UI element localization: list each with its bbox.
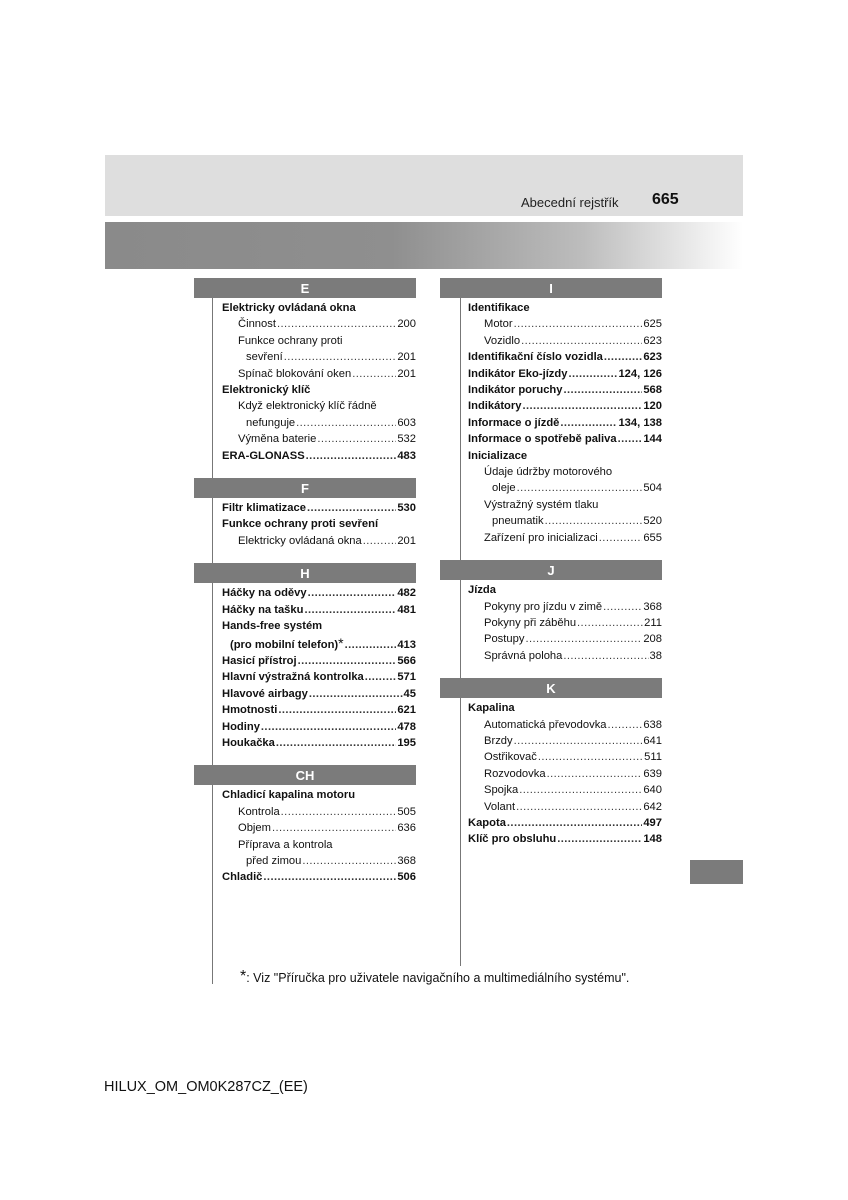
index-section [440,678,662,848]
index-entry [468,815,662,831]
dot-leader [522,398,642,414]
index-entry [222,602,416,618]
dot-leader [603,599,642,615]
index-entry [222,316,416,332]
section-title: Abecední rejstřík [521,195,619,210]
index-column-left [194,278,416,886]
dot-leader [563,382,642,398]
entry-page-ref: 413 [397,638,416,651]
index-entry [222,448,416,464]
entry-term: Brzdy [484,734,513,747]
index-entry [468,700,662,716]
entry-page-ref: 497 [643,816,662,829]
entry-term: Klíč pro obsluhu [468,833,557,846]
dot-leader [365,669,397,685]
entry-page-ref: 639 [643,767,662,780]
dot-leader [281,804,397,820]
entry-page-ref: 368 [397,854,416,867]
index-entry [222,585,416,601]
index-entry [468,831,662,847]
entry-page-ref: 568 [643,384,662,397]
dot-leader [298,653,397,669]
entry-page-ref: 504 [643,482,662,495]
index-entry [222,719,416,735]
index-entry [222,837,416,853]
dot-leader [345,637,397,653]
dot-leader [521,333,642,349]
entry-term: Háčky na tašku [222,603,304,616]
dot-leader [309,686,403,702]
index-entry [468,398,662,414]
index-entry [468,366,662,382]
entry-page-ref: 506 [397,871,416,884]
section-letter-header: F [194,478,416,498]
index-entry [468,300,662,316]
footnote-reference: * [338,634,344,651]
entry-term: Volant [484,800,516,813]
dot-leader [302,853,396,869]
index-entry [222,349,416,365]
dot-leader [317,431,396,447]
index-entry [222,431,416,447]
index-entry [222,787,416,803]
dot-leader [514,316,643,332]
section-letter-header: H [194,563,416,583]
entry-term: pneumatik [492,515,544,528]
entry-term: Chladicí kapalina motoru [222,789,356,802]
entry-term: nefunguje [246,416,296,429]
footnote-marker: * [240,968,247,985]
index-entry [222,533,416,549]
entry-page-ref: 124, 126 [618,367,662,380]
entry-page-ref: 520 [643,515,662,528]
entry-page-ref: 481 [397,603,416,616]
index-entry [468,530,662,546]
entry-term: Činnost [238,318,276,331]
index-section [194,278,416,464]
entry-page-ref: 45 [403,687,416,700]
entry-term: Pokyny pro jízdu v zimě [484,600,603,613]
dot-leader [276,735,396,751]
entry-term: Pokyny při záběhu [484,616,577,629]
dot-leader [547,766,643,782]
entry-term: Motor [484,318,513,331]
index-entry [222,333,416,349]
dot-leader [608,717,643,733]
entry-term: (pro mobilní telefon) [230,638,339,651]
dot-leader [277,316,396,332]
index-entry [222,869,416,885]
entry-term: Háčky na oděvy [222,587,307,600]
entry-term: Hlavní výstražná kontrolka [222,671,364,684]
index-section [440,278,662,546]
entry-page-ref: 483 [397,449,416,462]
dot-leader [557,831,642,847]
entry-term: Filtr klimatizace [222,502,306,515]
section-letter-header: CH [194,765,416,785]
entry-term: Spínač blokování oken [238,367,352,380]
index-entry [222,618,416,634]
dot-leader [538,749,643,765]
dot-leader [568,366,617,382]
entry-term: Postupy [484,633,525,646]
index-entry [222,398,416,414]
dot-leader [618,431,643,447]
entry-page-ref: 478 [397,720,416,733]
index-column-right [440,278,662,848]
index-entry [468,382,662,398]
entry-page-ref: 368 [643,600,662,613]
entry-term: Inicializace [468,449,528,462]
entry-page-ref: 603 [397,416,416,429]
dot-leader [352,366,396,382]
entry-page-ref: 638 [643,718,662,731]
entry-page-ref: 211 [644,616,662,629]
dot-leader [263,869,396,885]
entry-page-ref: 208 [643,633,662,646]
entry-page-ref: 655 [643,531,662,544]
entry-page-ref: 201 [397,367,416,380]
entry-page-ref: 625 [643,318,662,331]
document-code: HILUX_OM_OM0K287CZ_(EE) [104,1079,308,1095]
dot-leader [272,820,396,836]
entry-page-ref: 641 [643,734,662,747]
index-entry [468,464,662,480]
entry-term: Výměna baterie [238,433,317,446]
entry-page-ref: 511 [644,751,662,764]
entry-term: Objem [238,822,271,835]
entry-term: Hands-free systém [222,620,323,633]
index-section [194,563,416,751]
header-band [105,155,743,216]
entry-list [440,698,662,848]
index-entry [468,631,662,647]
entry-page-ref: 642 [643,800,662,813]
index-entry [468,349,662,365]
index-entry [468,782,662,798]
dot-leader [307,500,396,516]
entry-term: Informace o jízdě [468,416,560,429]
entry-term: Jízda [468,584,496,597]
entry-page-ref: 482 [397,587,416,600]
index-entry [222,366,416,382]
entry-page-ref: 532 [397,433,416,446]
section-letter-header: I [440,278,662,298]
index-entry [468,513,662,529]
entry-page-ref: 505 [397,805,416,818]
index-entry [468,615,662,631]
entry-term: Kapalina [468,702,515,715]
entry-term: Výstražný systém tlaku [484,498,599,511]
dot-leader [545,513,643,529]
index-entry [222,516,416,532]
entry-list [440,298,662,546]
entry-term: Údaje údržby motorového [484,466,613,479]
index-entry [222,686,416,702]
index-entry [222,300,416,316]
chapter-band [105,222,743,269]
dot-leader [514,733,643,749]
index-entry [468,448,662,464]
section-letter-header: K [440,678,662,698]
entry-term: Indikátor Eko-jízdy [468,367,568,380]
entry-list [194,785,416,885]
entry-term: Ostřikovač [484,751,537,764]
index-entry [468,497,662,513]
entry-term: Příprava a kontrola [238,838,333,851]
entry-term: Elektronický klíč [222,384,311,397]
entry-term: Rozvodovka [484,767,546,780]
index-entry [468,799,662,815]
dot-leader [519,782,642,798]
entry-term: sevření [246,351,283,364]
entry-term: Automatická převodovka [484,718,607,731]
entry-page-ref: 566 [397,654,416,667]
index-entry [222,702,416,718]
index-section [194,765,416,885]
entry-term: Hodiny [222,720,260,733]
index-entry [468,431,662,447]
entry-term: Informace o spotřebě paliva [468,433,617,446]
entry-page-ref: 636 [397,822,416,835]
footnote [240,968,629,986]
entry-term: Identifikace [468,302,530,314]
entry-term: Elektricky ovládaná okna [222,302,356,314]
entry-list [440,580,662,664]
entry-term: Funkce ochrany proti [238,334,343,347]
entry-term: Hmotnosti [222,704,278,717]
dot-leader [604,349,642,365]
index-entry [222,820,416,836]
dot-leader [296,415,396,431]
entry-page-ref: 201 [397,534,416,547]
index-entry [222,382,416,398]
dot-leader [517,480,643,496]
dot-leader [507,815,642,831]
dot-leader [284,349,397,365]
entry-term: ERA-GLONASS [222,449,305,462]
dot-leader [304,602,396,618]
entry-term: Indikátor poruchy [468,384,563,397]
dot-leader [306,448,397,464]
index-entry [468,316,662,332]
dot-leader [278,702,396,718]
dot-leader [560,415,617,431]
index-entry [468,582,662,598]
index-entry [468,717,662,733]
index-entry [468,766,662,782]
entry-page-ref: 144 [643,433,662,446]
entry-page-ref: 640 [643,784,662,797]
entry-page-ref: 623 [643,351,662,364]
footnote-text: : Viz "Příručka pro uživatele navigačního a multimediálního systému". [246,971,630,985]
dot-leader [308,585,397,601]
entry-page-ref: 201 [397,351,416,364]
index-entry [222,653,416,669]
entry-term: Houkačka [222,736,275,749]
entry-list [194,298,416,464]
dot-leader [363,533,397,549]
section-letter-header: J [440,560,662,580]
index-entry [468,599,662,615]
entry-term: Hlavové airbagy [222,687,308,700]
entry-term: Když elektronický klíč řádně [238,400,377,413]
index-entry [468,333,662,349]
index-entry [222,735,416,751]
entry-term: Elektricky ovládaná okna [238,534,362,547]
index-entry [222,853,416,869]
entry-page-ref: 571 [397,671,416,684]
entry-list [194,498,416,549]
entry-term: Zařízení pro inicializaci [484,531,598,544]
chapter-tab-marker [690,860,743,884]
entry-page-ref: 200 [397,318,416,331]
index-entry [222,635,416,653]
entry-term: Spojka [484,784,519,797]
entry-term: Hasicí přístroj [222,654,297,667]
dot-leader [599,530,643,546]
entry-page-ref: 530 [397,502,416,515]
entry-term: Identifikační číslo vozidla [468,351,603,364]
entry-term: Správná poloha [484,649,563,662]
dot-leader [261,719,396,735]
entry-page-ref: 623 [643,334,662,347]
entry-term: Chladič [222,871,263,884]
entry-page-ref: 621 [397,704,416,717]
dot-leader [525,631,642,647]
index-section [194,478,416,549]
index-entry [468,648,662,664]
index-entry [222,415,416,431]
entry-page-ref: 148 [643,833,662,846]
entry-page-ref: 195 [397,736,416,749]
entry-term: před zimou [246,854,302,867]
entry-term: Funkce ochrany proti sevření [222,518,379,531]
index-entry [222,669,416,685]
entry-term: Vozidlo [484,334,521,347]
entry-page-ref: 38 [649,649,662,662]
section-letter-header: E [194,278,416,298]
dot-leader [577,615,643,631]
index-entry [468,415,662,431]
index-entry [468,480,662,496]
entry-term: Kapota [468,816,506,829]
page-number: 665 [652,191,679,208]
dot-leader [563,648,648,664]
dot-leader [516,799,642,815]
entry-page-ref: 120 [643,400,662,413]
entry-term: Kontrola [238,805,280,818]
index-entry [468,749,662,765]
index-section [440,560,662,664]
index-entry [222,804,416,820]
entry-page-ref: 134, 138 [618,416,662,429]
entry-list [194,583,416,751]
entry-term: Indikátory [468,400,522,413]
index-entry [222,500,416,516]
entry-term: oleje [492,482,516,495]
index-entry [468,733,662,749]
